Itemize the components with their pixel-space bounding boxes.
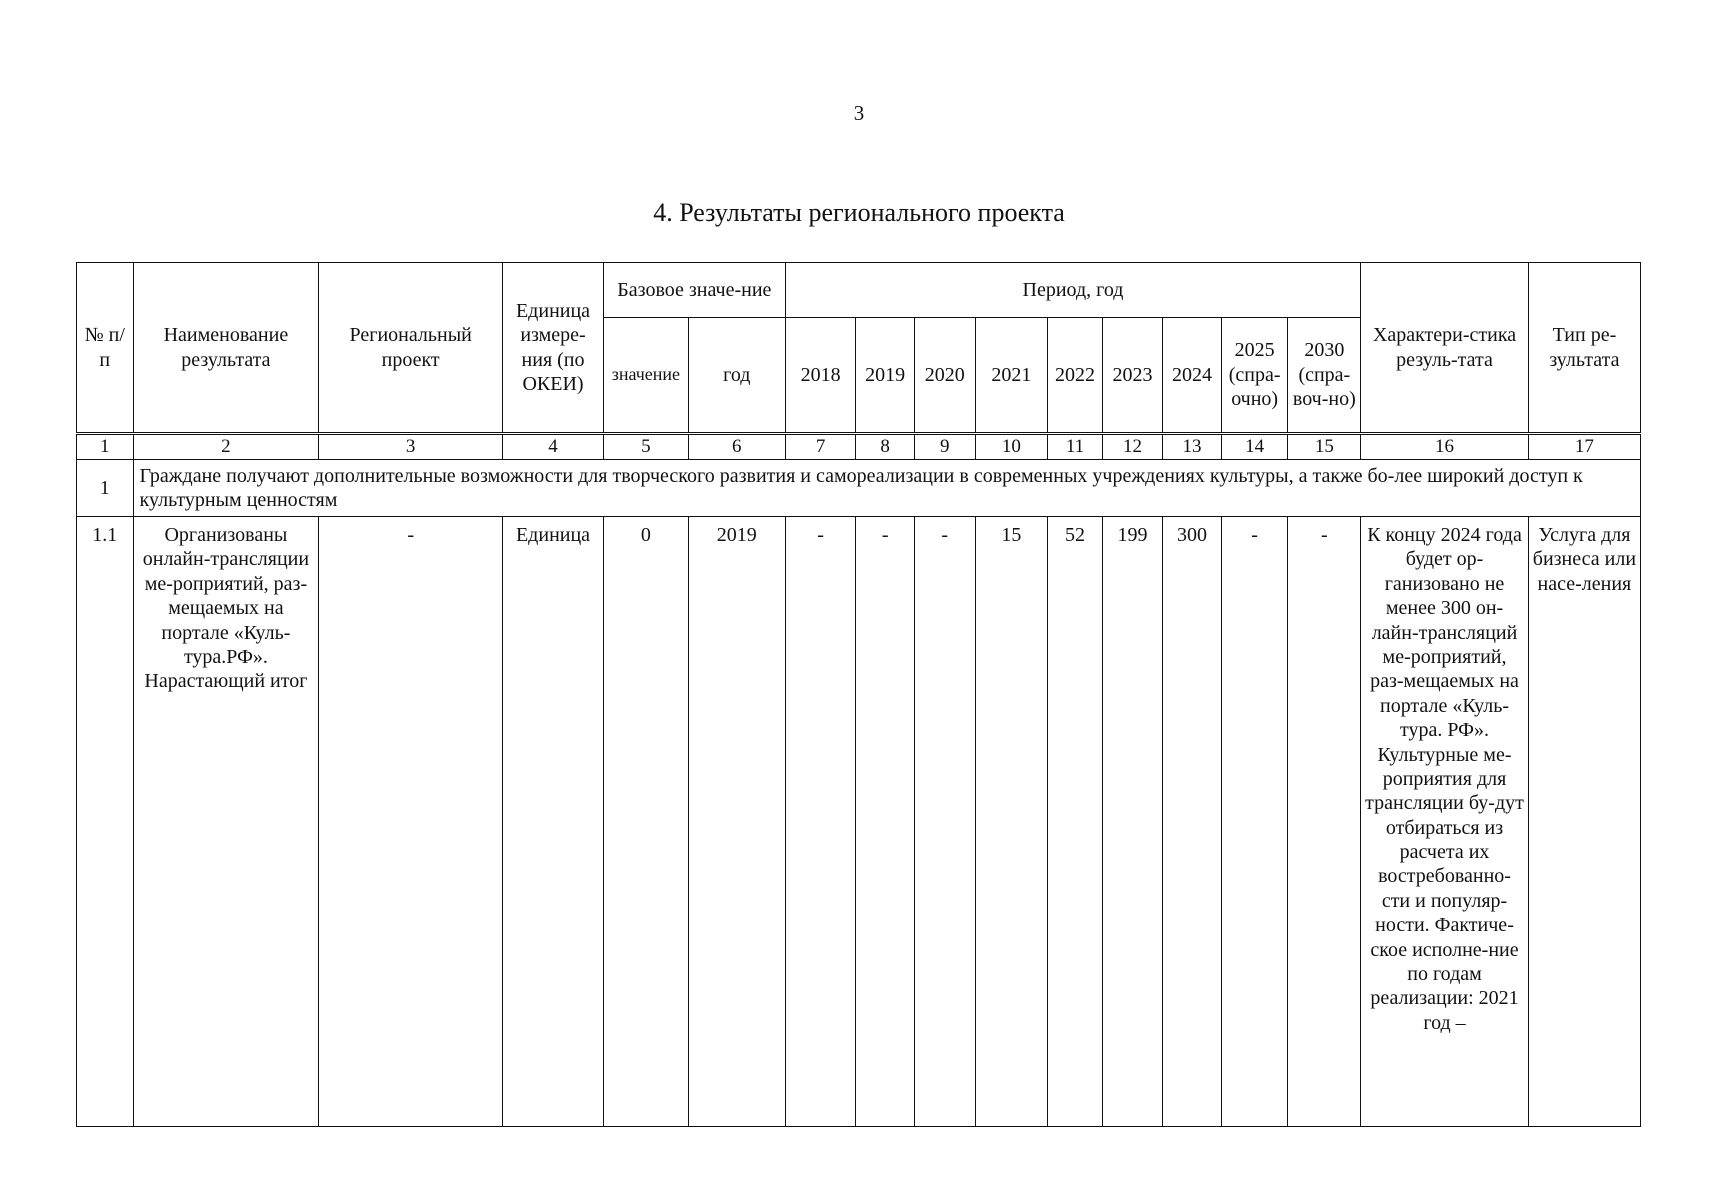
header-characteristic: Характери-стика резуль-тата [1361, 263, 1529, 434]
header-base-value-year: год [688, 318, 785, 434]
header-year: 2030 (спра-воч-но) [1288, 318, 1361, 434]
row-value-2018: - [785, 517, 856, 1127]
header-year: 2024 [1163, 318, 1222, 434]
column-number: 10 [975, 434, 1048, 460]
row-type: Услуга для бизнеса или насе-ления [1528, 517, 1640, 1127]
row-unit: Единица [503, 517, 604, 1127]
row-value-2019: - [856, 517, 915, 1127]
header-base-value: Базовое значе-ние [604, 263, 786, 318]
column-number: 6 [688, 434, 785, 460]
column-number: 16 [1361, 434, 1529, 460]
column-number: 14 [1221, 434, 1288, 460]
header-year: 2018 [785, 318, 856, 434]
header-unit: Единица измере-ния (по ОКЕИ) [503, 263, 604, 434]
header-year: 2023 [1102, 318, 1163, 434]
row-value-2022: 52 [1048, 517, 1103, 1127]
row-project: - [319, 517, 503, 1127]
header-num: № п/п [77, 263, 134, 434]
column-number: 7 [785, 434, 856, 460]
column-number: 8 [856, 434, 915, 460]
column-number: 3 [319, 434, 503, 460]
header-year: 2021 [975, 318, 1048, 434]
column-number: 9 [914, 434, 975, 460]
row-value-2023: 199 [1102, 517, 1163, 1127]
row-value-2025: - [1221, 517, 1288, 1127]
header-year: 2022 [1048, 318, 1103, 434]
page-number: 3 [853, 101, 865, 125]
header-row-top [77, 263, 1641, 318]
column-number: 15 [1288, 434, 1361, 460]
row-value-2030: - [1288, 517, 1361, 1127]
goal-number: 1 [77, 460, 134, 517]
column-number: 4 [503, 434, 604, 460]
row-base-value: 0 [604, 517, 689, 1127]
header-name: Наименование результата [133, 263, 319, 434]
column-number-row [77, 434, 1641, 460]
results-table [76, 262, 1641, 1127]
column-number: 5 [604, 434, 689, 460]
row-value-2021: 15 [975, 517, 1048, 1127]
column-number: 12 [1102, 434, 1163, 460]
header-year: 2020 [914, 318, 975, 434]
goal-text: Граждане получают дополнительные возможности для творческого развития и самореализации в современных учреждениях культуры, а также бо-лее широкий доступ к культурным ценностям [133, 460, 1640, 517]
row-number: 1.1 [77, 517, 134, 1127]
header-base-value-value: значение [604, 318, 689, 434]
row-base-year: 2019 [688, 517, 785, 1127]
column-number: 1 [77, 434, 134, 460]
header-year: 2025 (спра-очно) [1221, 318, 1288, 434]
column-number: 13 [1163, 434, 1222, 460]
document-title: 4. Результаты регионального проекта [653, 198, 1065, 227]
row-value-2024: 300 [1163, 517, 1222, 1127]
table-row [77, 517, 1641, 1127]
column-number: 17 [1528, 434, 1640, 460]
goal-row [77, 460, 1641, 517]
row-value-2020: - [914, 517, 975, 1127]
row-name: Организованы онлайн-трансляции ме-роприятий, раз-мещаемых на портале «Куль-тура.РФ». Нарастающий итог [133, 517, 319, 1127]
column-number: 2 [133, 434, 319, 460]
column-number: 11 [1048, 434, 1103, 460]
header-type: Тип ре-зультата [1528, 263, 1640, 434]
header-project: Региональный проект [319, 263, 503, 434]
row-characteristic: К концу 2024 года будет ор-ганизовано не менее 300 он-лайн-трансляций ме-роприятий, раз-мещаемых на портале «Куль-тура. РФ». Культурные ме-роприятия для трансляции бу-дут отбираться из расчета их востребованно-сти и популяр-ности. Фактиче-ское исполне-ние по годам реализации: 2021 год – [1361, 517, 1529, 1127]
header-year: 2019 [856, 318, 915, 434]
header-period: Период, год [785, 263, 1360, 318]
